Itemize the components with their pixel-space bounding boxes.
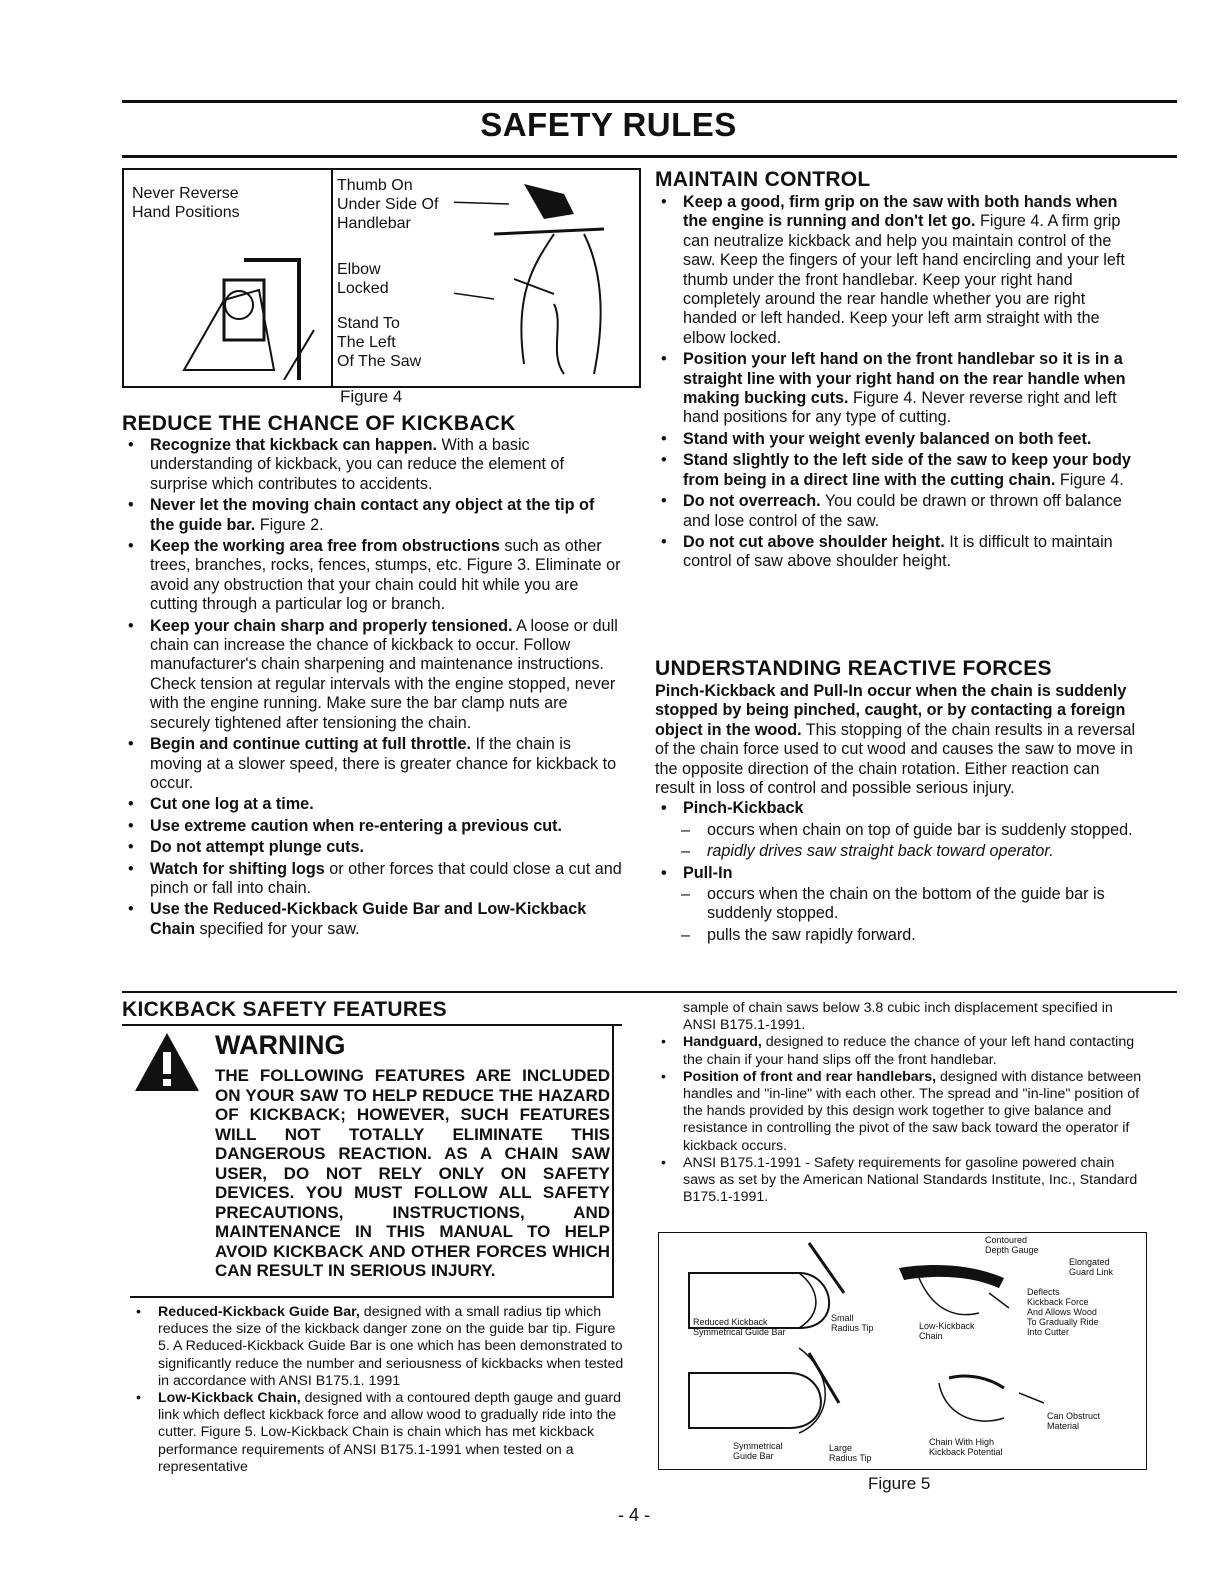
- maintain-item-text: It is difficult to maintain control of saw above shoulder height.: [683, 532, 1113, 571]
- continued-item-bold: Position of front and rear handlebars,: [683, 1068, 937, 1085]
- warning-heading: WARNING: [215, 1030, 346, 1060]
- reduce-item: [122, 735, 622, 793]
- fig5-deflects-label: Deflects Kickback Force And Allows Wood To Gradually Ride Into Cutter: [1027, 1287, 1099, 1337]
- pull-in-point-2: – pulls the saw rapidly forward.: [655, 926, 1142, 945]
- feature-item-bold: Low-Kickback Chain,: [158, 1390, 301, 1407]
- section-divider-rule: [122, 991, 1177, 993]
- pull-in-point-1: – occurs when the chain on the bottom of the guide bar is suddenly stopped.: [655, 885, 1142, 924]
- maintain-item-bold: Position your left hand on the front handlebar so it is in a straight line with your right hand on the rear handle when making bucking cuts.: [683, 350, 1126, 408]
- reduce-item-bold: Use the Reduced-Kickback Guide Bar and Low-Kickback Chain: [150, 900, 587, 938]
- continued-item-text: ANSI B175.1-1991 - Safety requirements for gasoline powered chain saws as set by the American National Standards Institute, Inc., Standard B175.1-1991.: [683, 1154, 1138, 1206]
- figure-4-caption: Figure 4: [340, 387, 403, 406]
- reduce-item: [122, 617, 622, 733]
- reduce-item-text: A loose or dull chain can increase the chance of kickback to occur. Follow manufacturer's chain sharpening and maintenance instructions. Check tension at regular intervals with the engine stopped, never with the engine running. Make sure the bar clamp nuts are securely tightened after tensioning the chain.: [150, 616, 618, 732]
- figure-4-divider: [331, 170, 333, 386]
- reduce-item: [122, 537, 622, 615]
- maintain-item-text: You could be drawn or thrown off balance and lose control of the saw.: [683, 492, 1122, 530]
- reduce-item-text: specified for your saw.: [194, 919, 360, 938]
- figure-5-caption: Figure 5: [868, 1474, 931, 1493]
- figure-5: [658, 1232, 1147, 1470]
- warning-text: THE FOLLOWING FEATURES ARE INCLUDED ON YOUR SAW TO HELP REDUCE THE HAZARD OF KICKBACK; HOWEVER, SUCH FEATURES WILL NOT TOTALLY ELIMINATE THIS DANGEROUS REACTION. AS A CHAIN SAW USER, DO NOT RELY ONLY ON SAFETY DEVICES. YOU MUST FOLLOW ALL SAFETY PRECAUTIONS, INSTRUCTIONS, AND MAINTENANCE IN THIS MANUAL TO HELP AVOID KICKBACK AND OTHER FORCES WHICH CAN RESULT IN SERIOUS INJURY.: [215, 1066, 610, 1280]
- reduce-item-text: or other forces that could close a cut and pinch or fall into chain.: [150, 859, 622, 897]
- reduce-item-bold: Do not attempt plunge cuts.: [150, 838, 365, 857]
- title-underline: [122, 155, 1177, 158]
- fig5-contoured-label: Contoured Depth Gauge: [985, 1235, 1039, 1255]
- section-heading-reduce-kickback: REDUCE THE CHANCE OF KICKBACK: [122, 412, 516, 435]
- continued-item: [655, 1069, 1142, 1155]
- continued-item: [655, 1155, 1142, 1207]
- feature-item: [130, 1390, 626, 1476]
- reduce-item-bold: Keep the working area free from obstructions: [150, 537, 500, 556]
- pinch-kickback-point-2: – rapidly drives saw straight back toward operator.: [655, 842, 1142, 861]
- pinch-kickback-heading: • Pinch-Kickback: [655, 799, 1142, 818]
- maintain-item-bold: Do not cut above shoulder height.: [683, 532, 945, 551]
- section-heading-maintain-control: MAINTAIN CONTROL: [655, 168, 871, 191]
- reduce-item-text: With a basic understanding of kickback, you can reduce the element of surprise which contributes to accidents.: [150, 436, 564, 493]
- reduce-kickback-list: [122, 436, 622, 941]
- feature-item: [130, 1304, 626, 1390]
- continued-item-text: designed to reduce the chance of your left hand contacting the chain if your hand slips off the front handlebar.: [683, 1034, 1135, 1068]
- reduce-item-bold: Cut one log at a time.: [150, 795, 314, 814]
- feature-item-text: designed with a contoured depth gauge and guard link which deflect kickback force and allow wood to gradually ride into the cutter. Figure 5. Low-Kickback Chain is chain which has met kickback performance requirements of ANSI B175.1-1991 when tested on a representative: [158, 1390, 621, 1475]
- maintain-item: [655, 451, 1142, 490]
- warning-triangle-icon: [132, 1030, 202, 1094]
- continued-lead: sample of chain saws below 3.8 cubic inch displacement specified in ANSI B175.1-1991.: [683, 1000, 1113, 1034]
- reduce-item: [122, 838, 622, 857]
- feature-item-bold: Reduced-Kickback Guide Bar,: [158, 1304, 360, 1320]
- maintain-item-bold: Stand with your weight evenly balanced on both feet.: [683, 429, 1092, 448]
- figure-4-thumb-label: Thumb On Under Side Of Handlebar: [337, 177, 439, 232]
- continued-item-bold: Handguard,: [683, 1034, 762, 1051]
- reduce-item: [122, 795, 622, 814]
- pull-in-heading: • Pull-In: [655, 864, 1142, 883]
- reactive-intro-text: This stopping of the chain results in a reversal of the chain force used to cut wood and causes the saw to move in the opposite direction of the chain rotation. Either reaction can result in loss of control and possible serious injury.: [655, 720, 1136, 798]
- maintain-control-list: [655, 193, 1142, 574]
- maintain-item: [655, 430, 1142, 449]
- fig5-small-radius-label: Small Radius Tip: [831, 1313, 874, 1333]
- reactive-forces-text: [655, 682, 1142, 947]
- maintain-item-bold: Do not overreach.: [683, 492, 821, 511]
- fig5-high-kickback-label: Chain With High Kickback Potential: [929, 1437, 1003, 1457]
- maintain-item-bold: Stand slightly to the left side of the saw to keep your body from being in a direct line with the cutting chain.: [683, 451, 1131, 489]
- reactive-intro-bold: Pinch-Kickback and Pull-In occur when the chain is suddenly stopped by being pinched, caught, or by contacting a foreign object in the wood.: [655, 682, 1127, 739]
- maintain-item: [655, 350, 1142, 428]
- maintain-item-text: Figure 4.: [1055, 470, 1124, 489]
- reduce-item: [122, 817, 622, 836]
- reduce-item: [122, 900, 622, 939]
- maintain-item: [655, 533, 1142, 572]
- page-title: SAFETY RULES: [480, 106, 737, 143]
- hand-grip-illustration: [164, 220, 324, 380]
- continued-item-text: designed with distance between handles and "in-line" with each other. The spread and "in-line" position of the hands provided by this design work together to give balance and resistance in controlling the pivot of the saw back toward the operator if kickback occurs.: [683, 1068, 1142, 1154]
- fig5-can-obstruct-label: Can Obstruct Material: [1047, 1411, 1101, 1431]
- reduce-item-text: Figure 2.: [255, 515, 324, 534]
- fig5-elongated-label: Elongated Guard Link: [1069, 1257, 1114, 1277]
- page-number: - 4 -: [618, 1505, 651, 1525]
- fig5-symmetrical-label: Symmetrical Guide Bar: [733, 1441, 783, 1461]
- reduce-item-bold: Use extreme caution when re-entering a previous cut.: [150, 816, 562, 835]
- reduce-item-bold: Keep your chain sharp and properly tensioned.: [150, 616, 513, 635]
- reduce-item: [122, 860, 622, 899]
- reduce-item-text: such as other trees, branches, rocks, fences, stumps, etc. Figure 3. Eliminate or avoid any obstruction that your chain could hit while you are cutting through a particular log or branch.: [150, 537, 621, 614]
- section-heading-kickback-safety-features: KICKBACK SAFETY FEATURES: [122, 998, 447, 1021]
- reduce-item-text: If the chain is moving at a slower speed, there is greater chance for kickback to occur.: [150, 735, 617, 792]
- features-list: [130, 1304, 626, 1476]
- reduce-item-bold: Begin and continue cutting at full throttle.: [150, 735, 472, 754]
- reduce-item-bold: Never let the moving chain contact any object at the tip of the guide bar.: [150, 496, 595, 534]
- reactive-intro: [655, 682, 1142, 798]
- pinch-kickback-point-1: – occurs when chain on top of guide bar is suddenly stopped.: [655, 821, 1142, 840]
- reduce-item-bold: Watch for shifting logs: [150, 859, 325, 878]
- top-rule: [122, 100, 1177, 103]
- fig5-large-radius-label: Large Radius Tip: [829, 1443, 872, 1463]
- maintain-item: [655, 492, 1142, 531]
- maintain-item-text: Figure 4. A firm grip can neutralize kickback and help you maintain control of the saw. Keep the fingers of your left hand encircling and your left thumb under the front handlebar. Keep your right hand completely around the rear handle whether you are right handed or left handed. Keep your left arm straight with the elbow locked.: [683, 212, 1125, 347]
- operator-stance-illustration: [454, 174, 634, 384]
- maintain-item-text: Figure 4. Never reverse right and left hand positions for any type of cutting.: [683, 389, 1117, 427]
- figure-4: [122, 168, 641, 388]
- maintain-item: [655, 193, 1142, 348]
- fig5-reduced-kickback-label: Reduced Kickback Symmetrical Guide Bar: [693, 1317, 786, 1337]
- figure-4-elbow-label: Elbow Locked: [337, 261, 389, 297]
- maintain-item-bold: Keep a good, firm grip on the saw with both hands when the engine is running and don't let go.: [683, 193, 1118, 231]
- figure-4-never-reverse-label: Never Reverse Hand Positions: [132, 185, 240, 221]
- reduce-item: [122, 496, 622, 535]
- right-continued-text: [655, 1000, 1142, 1206]
- continued-item: [655, 1034, 1142, 1068]
- reduce-item-bold: Recognize that kickback can happen.: [150, 436, 437, 454]
- reduce-item: [122, 436, 622, 494]
- fig5-low-kickback-label: Low-Kickback Chain: [919, 1321, 975, 1341]
- figure-4-stand-label: Stand To The Left Of The Saw: [337, 315, 422, 370]
- section-heading-reactive-forces: UNDERSTANDING REACTIVE FORCES: [655, 657, 1052, 680]
- feature-item-text: designed with a small radius tip which reduces the size of the kickback danger zone on the guide bar tip. Figure 5. A Reduced-Kickback Guide Bar is one which has been demonstrated to significantly reduce the number and seriousness of kickbacks when tested in accordance with ANSI B175.1. 1991: [158, 1304, 624, 1389]
